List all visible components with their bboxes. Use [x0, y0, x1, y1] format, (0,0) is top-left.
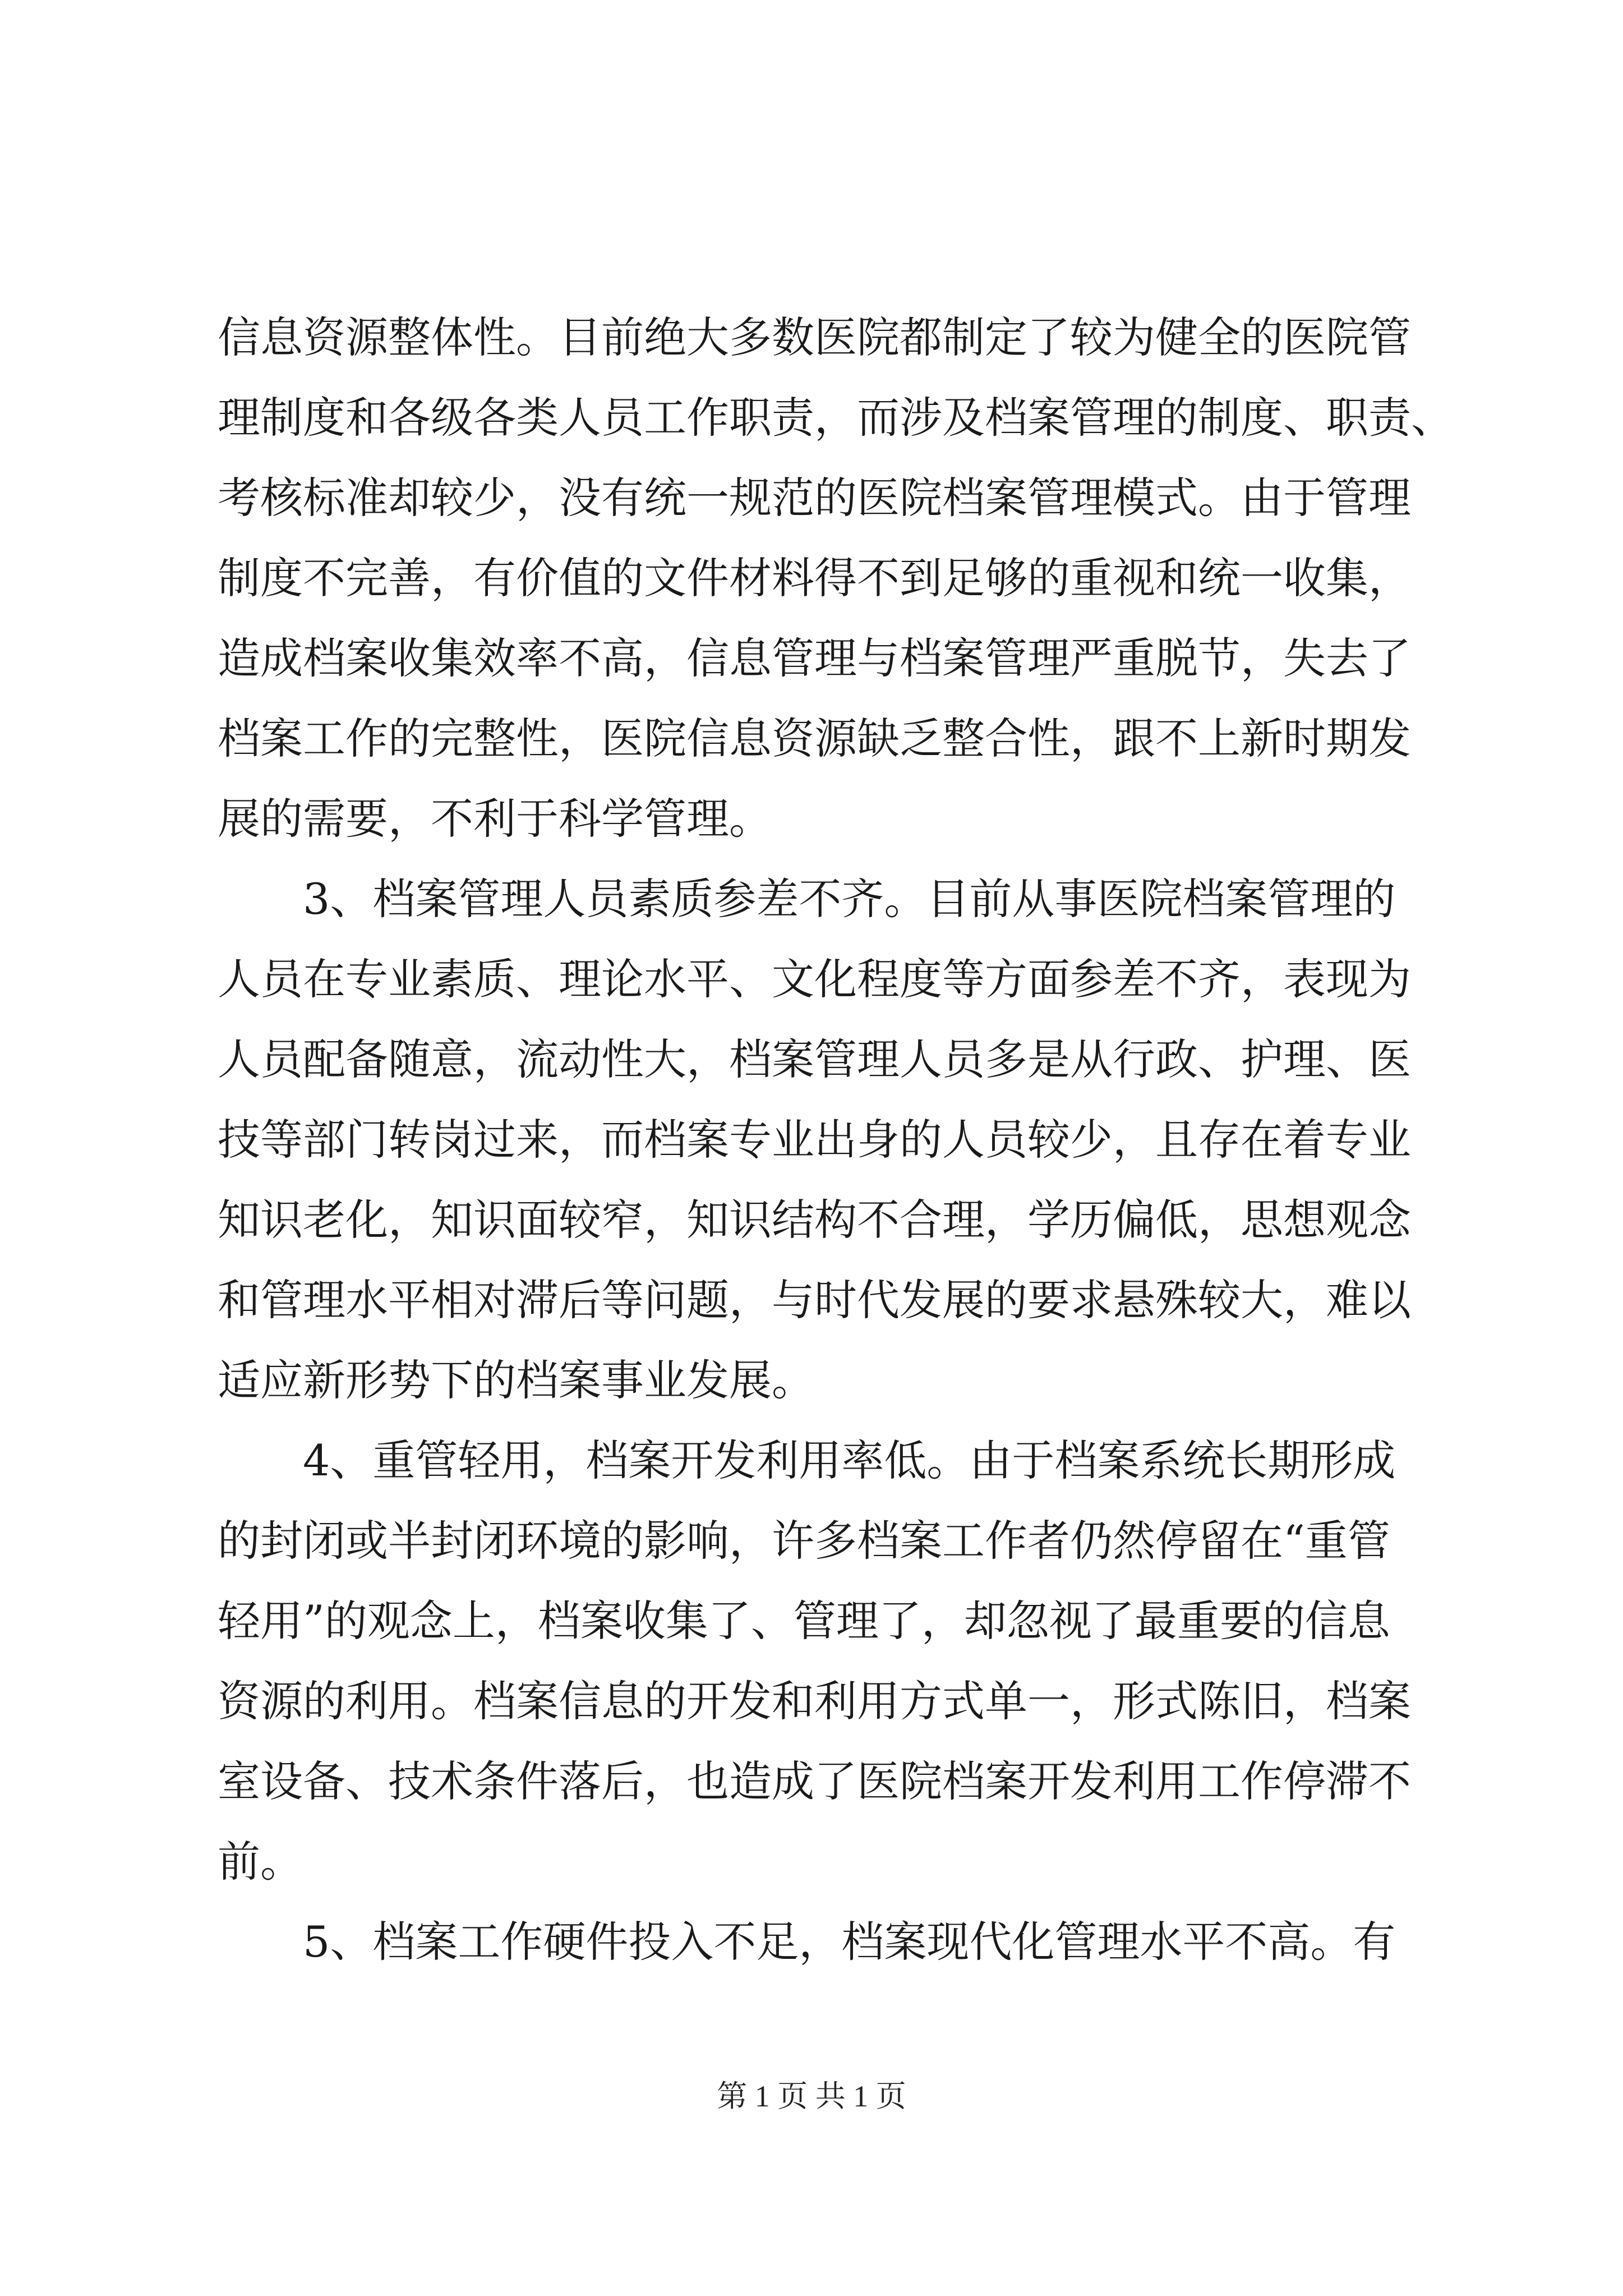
- text-line: 3、档案管理人员素质参差不齐。目前从事医院档案管理的: [218, 874, 1396, 924]
- text-line: 技等部门转岗过来，而档案专业出身的人员较少，且存在着专业: [218, 1115, 1411, 1165]
- text-line: 轻用”的观念上，档案收集了、管理了，却忽视了最重要的信息: [218, 1596, 1390, 1646]
- body-text: [218, 297, 1454, 1982]
- text-line: 和管理水平相对滞后等问题，与时代发展的要求悬殊较大，难以: [218, 1275, 1411, 1325]
- text-line: 人员在专业素质、理论水平、文化程度等方面参差不齐，表现为: [218, 954, 1411, 1004]
- text-line: 室设备、技术条件落后，也造成了医院档案开发利用工作停滞不: [218, 1756, 1411, 1806]
- text-line: 前。: [218, 1837, 303, 1887]
- page-footer: 第 1 页 共 1 页: [717, 2079, 906, 2113]
- text-line: 展的需要，不利于科学管理。: [218, 794, 772, 844]
- text-line: 考核标准却较少，没有统一规范的医院档案管理模式。由于管理: [218, 473, 1411, 523]
- text-line: 适应新形势下的档案事业发展。: [218, 1355, 814, 1405]
- text-line: 档案工作的完整性，医院信息资源缺乏整合性，跟不上新时期发: [218, 714, 1411, 763]
- text-line: 理制度和各级各类人员工作职责，而涉及档案管理的制度、职责、: [218, 393, 1454, 443]
- text-line: 制度不完善，有价值的文件材料得不到足够的重视和统一收集，: [218, 553, 1411, 603]
- text-line: 4、重管轻用，档案开发利用率低。由于档案系统长期形成: [218, 1435, 1396, 1485]
- text-line: 资源的利用。档案信息的开发和利用方式单一，形式陈旧，档案: [218, 1676, 1411, 1726]
- text-line: 5、档案工作硬件投入不足，档案现代化管理水平不高。有: [218, 1917, 1396, 1967]
- text-line: 人员配备随意，流动性大，档案管理人员多是从行政、护理、医: [218, 1034, 1411, 1084]
- text-line: 造成档案收集效率不高，信息管理与档案管理严重脱节，失去了: [218, 633, 1411, 683]
- text-line: 知识老化，知识面较窄，知识结构不合理，学历偏低，思想观念: [218, 1195, 1411, 1245]
- text-line: 信息资源整体性。目前绝大多数医院都制定了较为健全的医院管: [218, 312, 1411, 362]
- text-line: 的封闭或半封闭环境的影响，许多档案工作者仍然停留在“重管: [218, 1516, 1390, 1566]
